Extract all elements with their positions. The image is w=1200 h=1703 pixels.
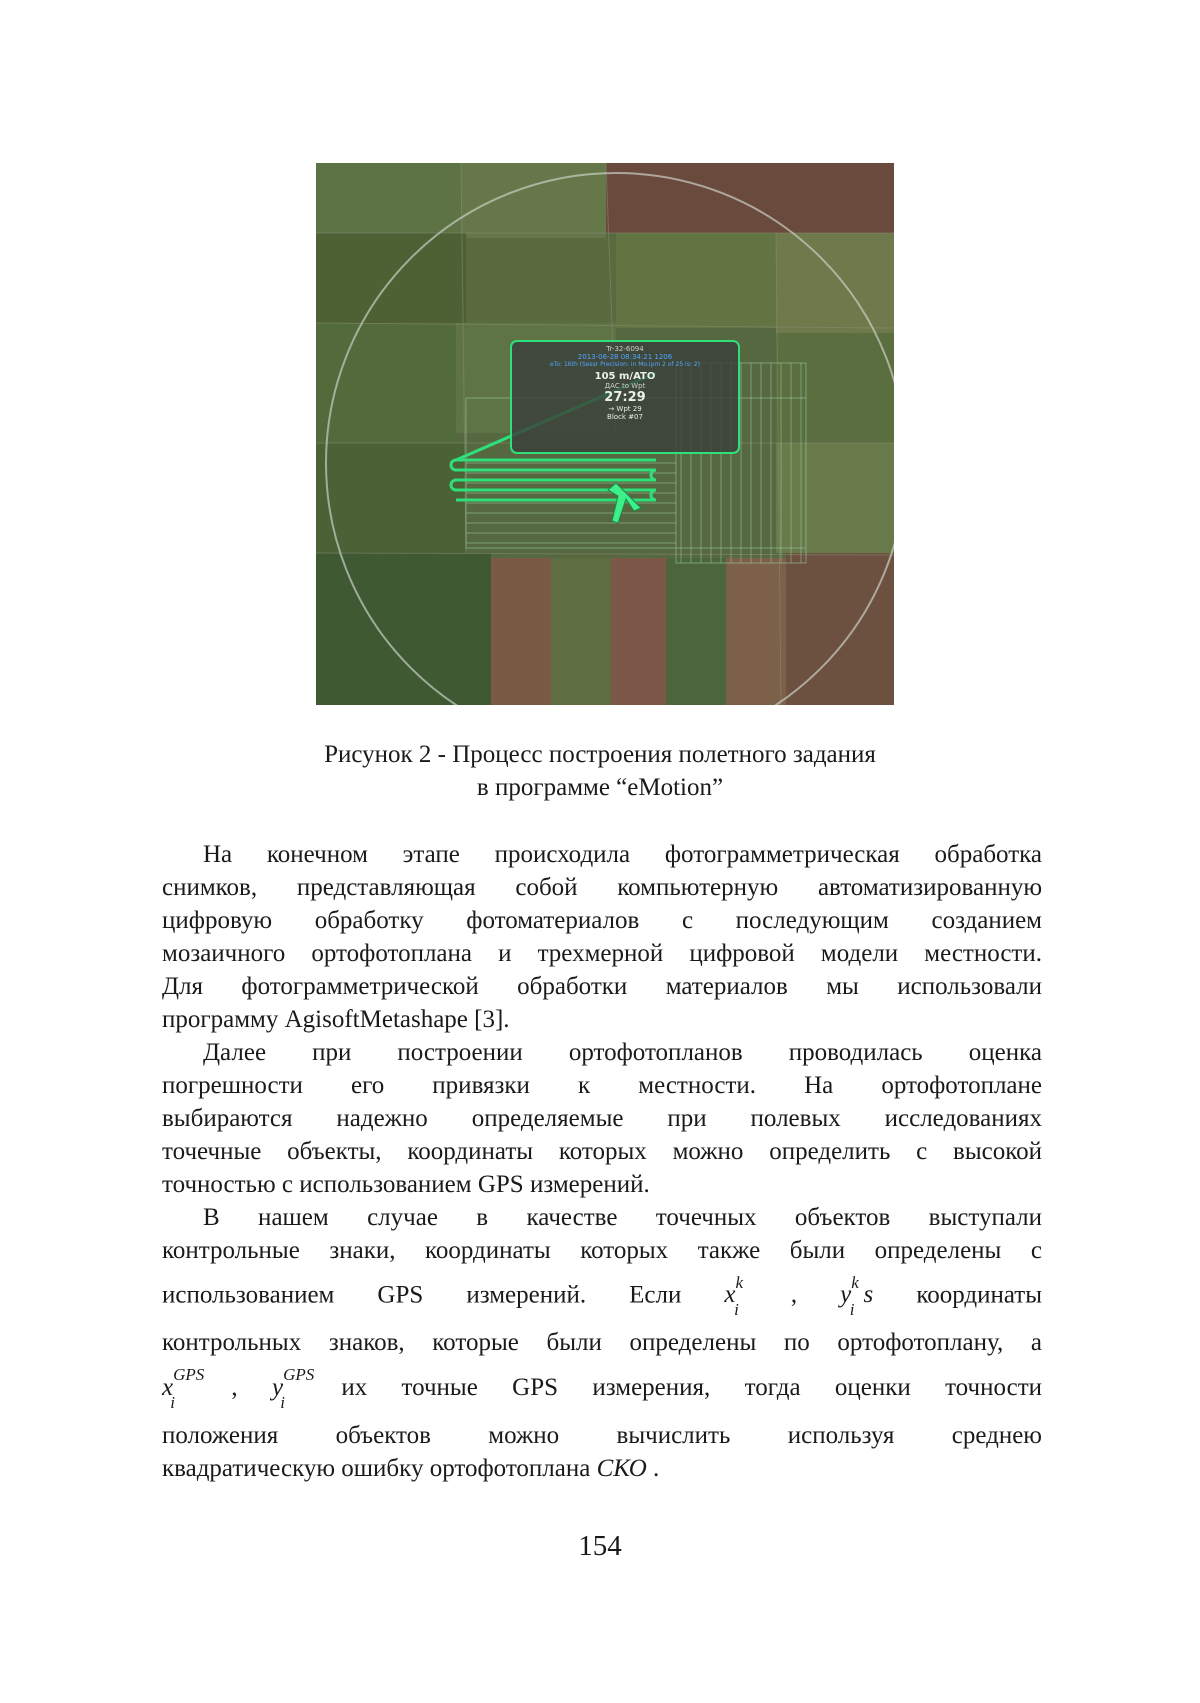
text-line-with-formula	[162, 1359, 1042, 1418]
flight-plan-figure	[316, 163, 894, 705]
flight-info-overlay	[511, 341, 739, 453]
text-line: точечные объекты, координаты которых можно определить с высокой	[162, 1138, 1042, 1165]
text-line: выбираются надежно определяемые при полевых исследованиях	[162, 1105, 1042, 1132]
math-sup: GPS	[173, 1365, 205, 1385]
text-line: погрешности его привязки к местности. На ортофотоплане	[162, 1072, 1042, 1099]
paragraph-3	[162, 1201, 1042, 1485]
formula-xy-gps	[162, 1365, 319, 1412]
overlay-line-1: Tr-32-6094	[606, 345, 644, 353]
text-line: программу AgisoftMetashape [3].	[162, 1006, 510, 1033]
text-fragment: использованием GPS измерений. Если	[162, 1281, 682, 1309]
math-scripts	[170, 1359, 209, 1418]
text-line-with-formula	[162, 1452, 1042, 1485]
text-line: контрольные знаки, координаты которых также были определены с	[162, 1237, 1042, 1264]
math-sup: k	[851, 1273, 859, 1292]
overlay-waypoint: → Wpt 29	[608, 405, 642, 413]
text-fragment: квадратическую ошибку ортофотоплана	[162, 1454, 591, 1482]
body-text	[162, 838, 1042, 1485]
paragraph-2	[162, 1036, 1042, 1201]
overlay-line-3: eTo: 16th (Sessr Precision: in Mo.ipm 2 of 25 is: 2)	[550, 361, 700, 368]
math-sub: i	[734, 1300, 739, 1320]
math-scripts	[280, 1359, 319, 1418]
math-scripts	[736, 1267, 748, 1326]
math-s: s	[863, 1281, 874, 1309]
math-x: x	[162, 1373, 174, 1401]
math-sep: ,	[747, 1281, 841, 1309]
math-y: y	[271, 1373, 284, 1401]
text-line: контрольных знаков, которые были определены по ортофотоплану, а	[162, 1329, 1042, 1357]
overlay-block: Block #07	[607, 413, 643, 421]
caption-line-1: Рисунок 2 - Процесс построения полетного задания	[324, 741, 876, 768]
overlay-line-5: ДАС to Wpt	[604, 382, 646, 390]
paragraph-1	[162, 838, 1042, 1036]
text-line-with-formula	[162, 1267, 1042, 1326]
text-line: В нашем случае в качестве точечных объектов выступали	[203, 1204, 1042, 1231]
math-sup: k	[735, 1273, 744, 1292]
math-scripts	[851, 1267, 863, 1326]
math-sub: i	[170, 1392, 176, 1412]
text-line: снимков, представляющая собой компьютерную автоматизированную	[162, 874, 1042, 901]
overlay-timer: 27:29	[604, 390, 646, 405]
formula-xy-k	[724, 1273, 874, 1320]
page-number: 154	[578, 1530, 622, 1562]
overlay-line-2: 2013-06-28 08:34:21 1206	[577, 353, 673, 361]
math-sub: i	[280, 1392, 285, 1412]
text-line: точностью с использованием GPS измерений.	[162, 1171, 650, 1198]
text-fragment: их точные GPS измерения, тогда оценки точности	[341, 1373, 1043, 1401]
text-fragment: координаты	[916, 1281, 1043, 1309]
formula-cko: СКО	[596, 1454, 647, 1482]
text-line: На конечном этапе происходила фотограмметрическая обработка	[203, 841, 1042, 868]
text-line: Для фотограмметрической обработки материалов мы использовали	[162, 973, 1042, 1000]
text-line: Далее при построении ортофотопланов проводилась оценка	[203, 1039, 1042, 1066]
math-x: x	[724, 1281, 736, 1309]
math-y: y	[840, 1281, 852, 1309]
caption-line-2: в программе “eMotion”	[476, 774, 724, 801]
text-line: мозаичного ортофотоплана и трехмерной цифровой модели местности.	[162, 940, 1042, 967]
figure-caption	[160, 738, 1040, 804]
text-line: цифровую обработку фотоматериалов с последующим созданием	[162, 907, 1042, 934]
math-sub: i	[849, 1300, 855, 1320]
math-sup: GPS	[283, 1365, 315, 1385]
text-fragment: .	[646, 1454, 660, 1482]
math-sep: ,	[197, 1373, 272, 1401]
text-line: положения объектов можно вычислить используя среднею	[162, 1421, 1042, 1449]
overlay-altitude: 105 m/ATO	[594, 371, 656, 382]
